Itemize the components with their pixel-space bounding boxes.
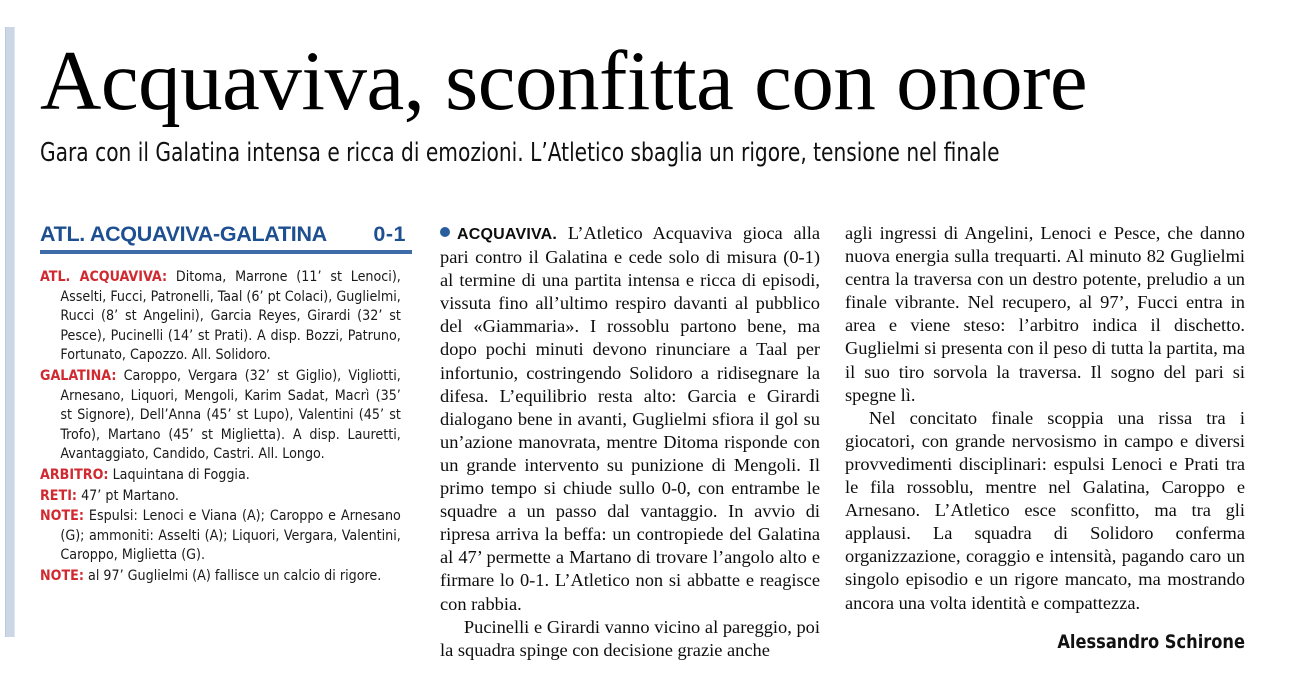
fact-label: RETI: xyxy=(40,486,78,504)
story-column-middle xyxy=(440,222,845,662)
fact-row xyxy=(40,486,401,506)
fact-value: Caroppo, Vergara (32’ st Giglio), Vigliotti, Arnesano, Liquori, Mengoli, Karim Sadat, Macrì (35’ st Signore), Dell’Anna (45’ st Lupo), Valentini (45’ st Trofo), Martano (45’ st Miglietta). A disp. Lauretti, Avantaggiato, Candido, Castri. All. Longo. xyxy=(60,366,401,463)
fact-value: Ditoma, Marrone (11’ st Lenoci), Asselti, Fucci, Patronelli, Taal (6’ pt Colaci), Guglielmi, Rucci (8’ st Angelini), Garcia Reyes, Girardi (32’ st Pesce), Pucinelli (14’ st Prati). A disp. Bozzi, Patruno, Fortunato, Capozzo. All. Solidoro. xyxy=(60,268,401,364)
fact-row xyxy=(40,465,401,485)
fact-label: ATL. ACQUAVIVA: xyxy=(40,268,168,285)
match-facts-column xyxy=(40,222,440,662)
match-header xyxy=(40,222,412,254)
newspaper-page xyxy=(40,0,1260,689)
story-paragraph: Pucinelli e Girardi vanno vicino al pareggio, poi la squadra spinge con decisione grazie anche xyxy=(440,616,820,660)
fact-value: Laquintana di Foggia. xyxy=(108,465,250,483)
fact-label: ARBITRO: xyxy=(40,465,109,483)
fact-value: Espulsi: Lenoci e Viana (A); Caroppo e Arnesano (G); ammoniti: Asselti (A); Liquori, Vergara, Valentini, Caroppo, Miglietta (G). xyxy=(60,507,401,564)
fact-row xyxy=(40,366,401,464)
fact-row xyxy=(40,267,401,365)
fact-row xyxy=(40,506,401,565)
match-score: 0-1 xyxy=(373,222,406,246)
fact-label: GALATINA: xyxy=(40,366,117,384)
byline: Alessandro Schirone xyxy=(1057,630,1245,653)
fact-value: al 97’ Guglielmi (A) fallisce un calcio di rigore. xyxy=(83,566,382,584)
dateline: ACQUAVIVA. xyxy=(457,226,558,243)
fact-row xyxy=(40,566,401,586)
match-title: ATL. ACQUAVIVA-GALATINA xyxy=(40,222,327,246)
fact-label: NOTE: xyxy=(40,566,84,584)
page-title: Acquaviva, sconfitta con onore xyxy=(40,34,1088,128)
story-text: L’Atletico Acquaviva gioca alla pari contro il Galatina e cede solo di misura (0-1) al termine di una partita intensa e ricca di episodi, vissuta fino all’ultimo respiro davanti al pubblico del «Giammaria». I rossoblu partono bene, ma dopo pochi minuti devono rinunciare a Taal per infortunio, costringendo Solidoro a ridisegnare la difesa. L’equilibrio resta alto: Garcia e Girardi dialogano bene in avanti, Guglielmi sfiora il gol su un’azione manovrata, mentre Ditoma risponde con un grande intervento su punizione di Mengoli. Il primo tempo si chiude sullo 0-0, con entrambe le squadre a un passo dal vantaggio. In avvio di ripresa arriva la beffa: un contropiede del Galatina al 47’ permette a Martano di trovare l’angolo alto e firmare lo 0-1. L’Atletico non si abbatte e reagisce con rabbia. xyxy=(440,223,820,614)
page-left-rule xyxy=(5,27,15,637)
article-subhead: Gara con il Galatina intensa e ricca di emozioni. L’Atletico sbaglia un rigore, tensione nel finale xyxy=(40,138,1000,168)
story-paragraph: Nel concitato finale scoppia una rissa tra i giocatori, con grande nervosismo in campo e diversi provvedimenti disciplinari: espulsi Lenoci e Prati tra le fila rossoblu, mentre nel Galatina, Caroppo e Arnesano. L’Atletico esce sconfitto, ma tra gli applausi. La squadra di Solidoro conferma organizzazione, coraggio e intensità, pagando caro un singolo episodio e un rigore mancato, ma mostrando ancora una volta identità e compattezza. xyxy=(845,407,1245,613)
story-paragraph xyxy=(440,222,820,616)
story-column-right xyxy=(845,222,1245,662)
bullet-icon xyxy=(440,227,450,237)
fact-label: NOTE: xyxy=(40,507,84,525)
article-columns xyxy=(40,222,1260,662)
fact-value: 47’ pt Martano. xyxy=(77,486,179,504)
story-paragraph: agli ingressi di Angelini, Lenoci e Pesce, che danno nuova energia sulla trequarti. Al minuto 82 Guglielmi centra la traversa con un destro potente, preludio a un finale vibrante. Nel recupero, al 97’, Fucci entra in area e viene steso: l’arbitro indica il dischetto. Guglielmi si presenta con il peso di tutta la partita, ma il suo tiro sorvola la traversa. Il sogno del pari si spegne lì. xyxy=(845,223,1245,405)
